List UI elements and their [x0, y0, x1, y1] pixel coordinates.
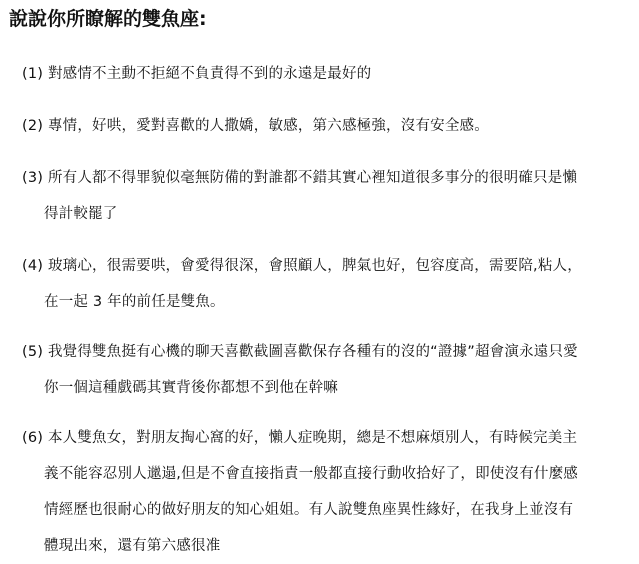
list-item [22, 56, 622, 92]
item-text-line: (3) 所有人都不得罪貌似毫無防備的對誰都不錯其實心裡知道很多事分的很明確只是懶 [22, 170, 578, 186]
item-text-line: 你一個這種戲碼其實背後你都想不到他在幹嘛 [44, 380, 338, 396]
item-text-line: (4) 玻璃心，很需要哄，會愛得很深，會照顧人，脾氣也好，包容度高，需要陪,粘人， [22, 258, 582, 274]
list-item [22, 108, 622, 144]
item-text-line: 得計較罷了 [44, 206, 118, 222]
item-text-line: 體現出來，還有第六感很准 [44, 538, 221, 554]
list-item [22, 248, 622, 320]
page-title: 說說你所瞭解的雙魚座: [9, 8, 207, 30]
item-text-line: 情經歷也很耐心的做好朋友的知心姐姐。有人說雙魚座異性緣好，在我身上並沒有 [44, 502, 574, 518]
item-text-line: (6) 本人雙魚女，對朋友掏心窩的好，懶人症晚期，總是不想麻煩別人，有時候完美主 [22, 430, 578, 446]
item-text-line: (2) 專情，好哄，愛對喜歡的人撒嬌，敏感，第六感極強，沒有安全感。 [22, 118, 489, 134]
list-item [22, 334, 622, 406]
list-item [22, 160, 622, 232]
item-text-line: (5) 我覺得雙魚挺有心機的聊天喜歡截圖喜歡保存各種有的沒的“證據”超會演永遠只愛 [22, 344, 578, 360]
item-text-line: 義不能容忍別人邋遢,但是不會直接指責一般都直接行動收拾好了，即使沒有什麼感 [44, 466, 579, 482]
item-text-line: 在一起 3 年的前任是雙魚。 [44, 294, 225, 310]
item-text-line: (1) 對感情不主動不拒絕不負責得不到的永遠是最好的 [22, 66, 372, 82]
list-item [22, 420, 622, 564]
